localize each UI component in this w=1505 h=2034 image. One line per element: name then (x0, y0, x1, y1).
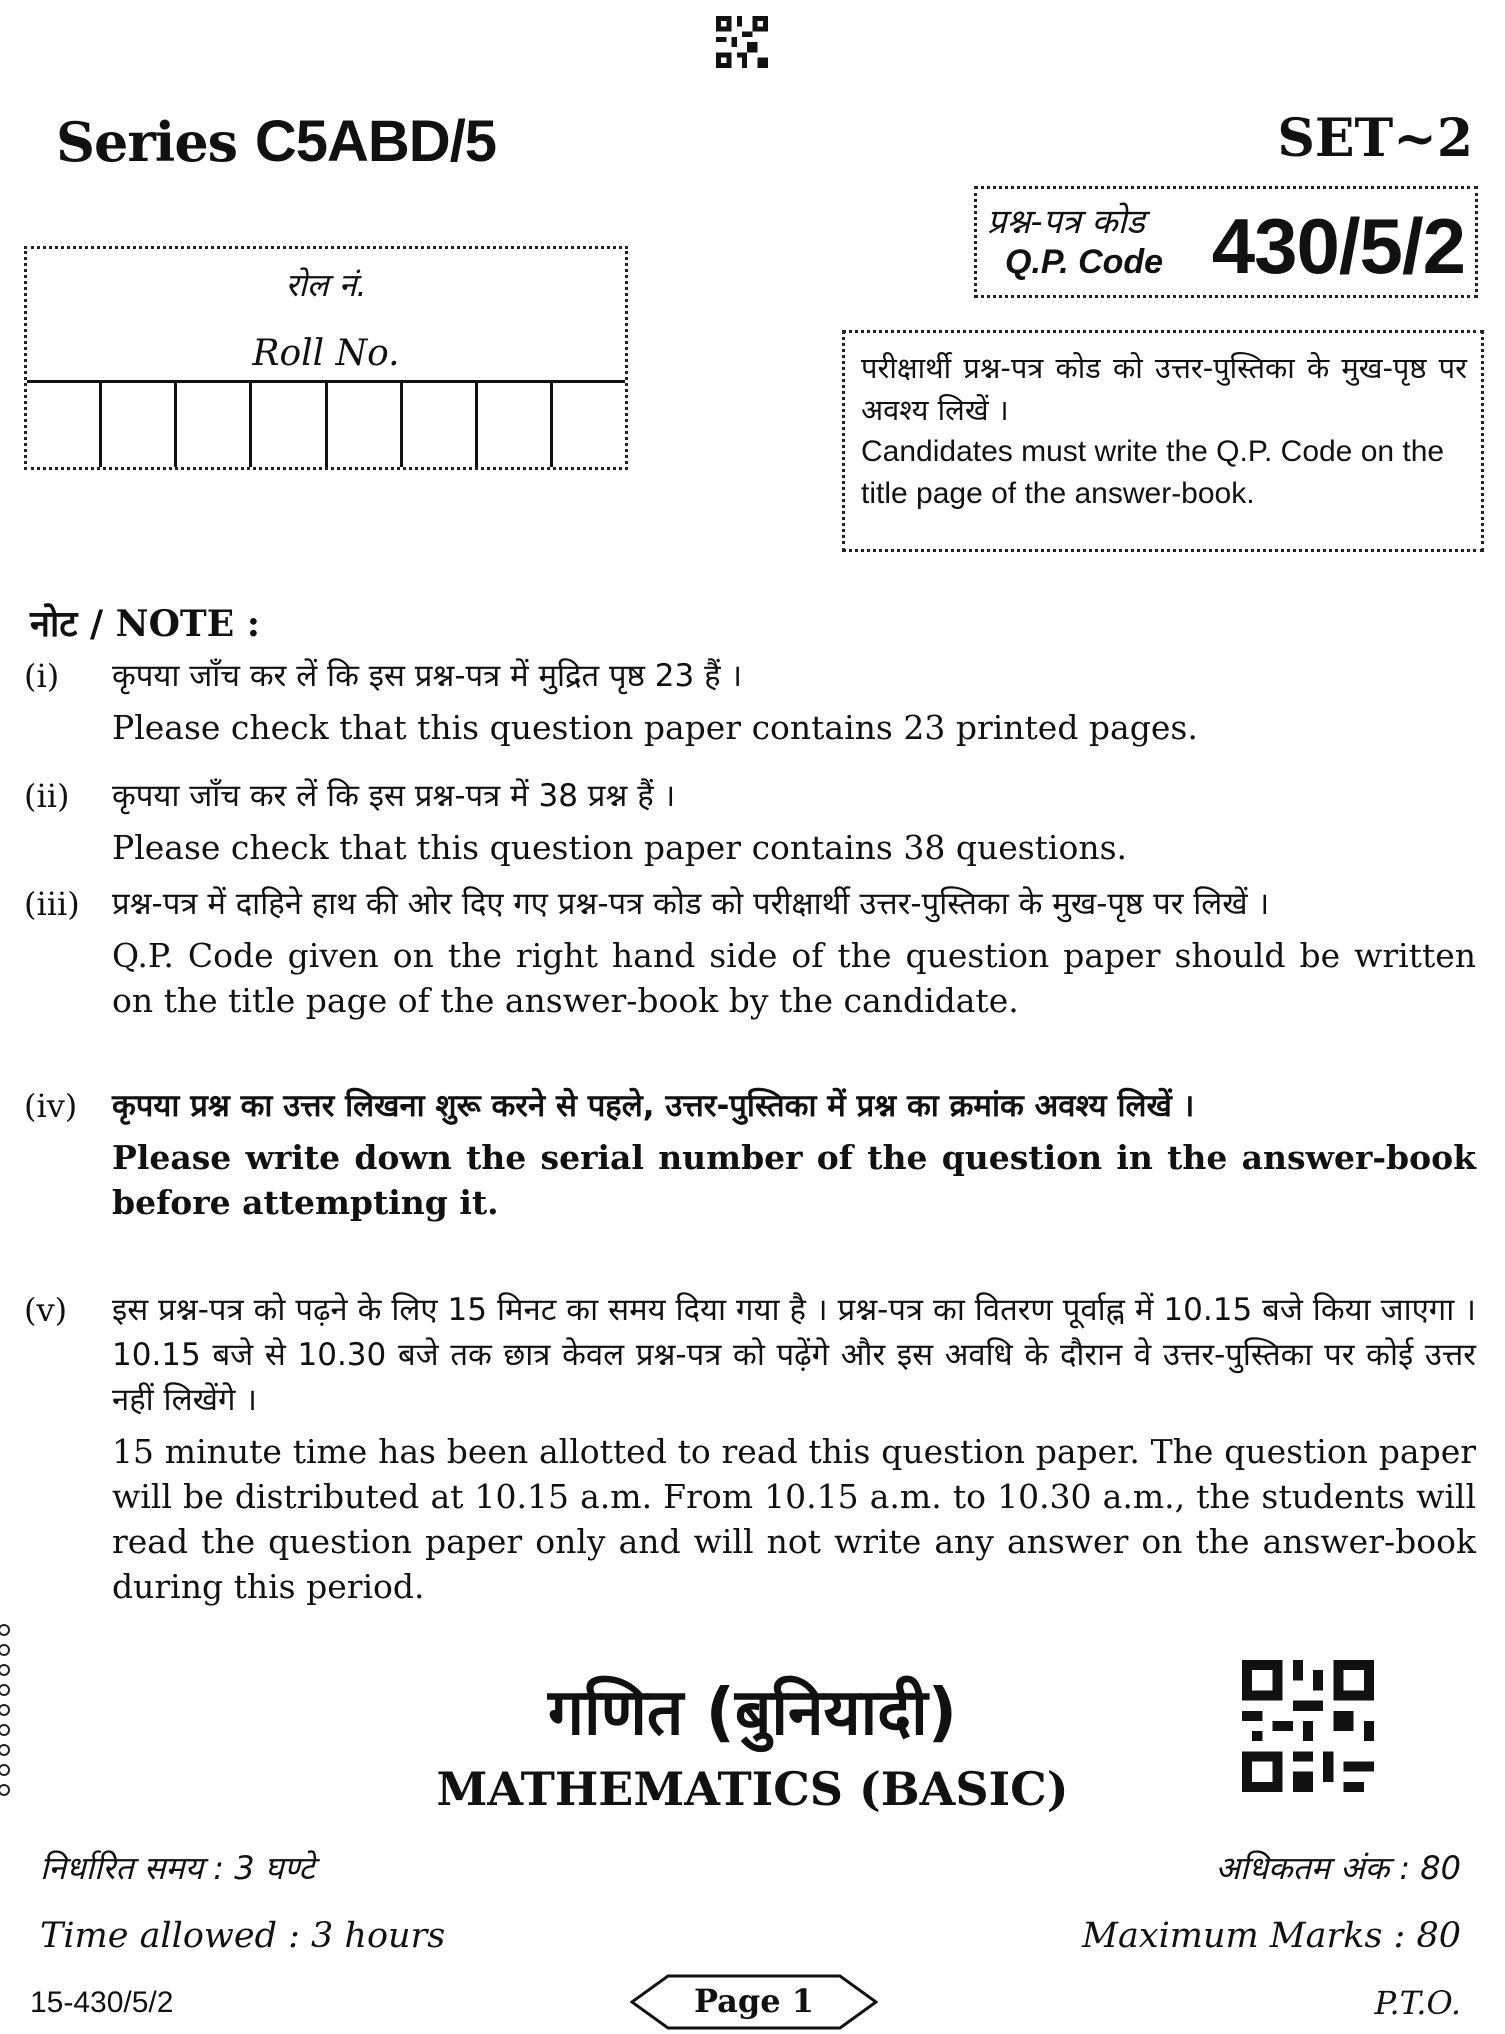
note-item (24, 1288, 1476, 1609)
bottom-qr-code-icon (1242, 1660, 1374, 1792)
roll-cell[interactable] (177, 383, 252, 467)
series-label: Series (56, 110, 238, 174)
roll-cell[interactable] (328, 383, 403, 467)
roll-cell[interactable] (102, 383, 177, 467)
page-number-badge (630, 1974, 878, 2030)
note-item-label: (iii) (24, 885, 80, 923)
roll-cell[interactable] (403, 383, 478, 467)
set-label: SET~2 (1277, 108, 1473, 169)
notice-english: Candidates must write the Q.P. Code on the title page of the answer-book. (861, 435, 1445, 510)
note-item-english: 15 minute time has been allotted to read this question paper. The question paper will be distributed at 10.15 a.m. From 10.15 a.m. to 10.30 a.m., the students will read the question paper only and will not write any answer on the answer-book during this period. (112, 1432, 1476, 1606)
qp-code-english-label: Q.P. Code (1005, 243, 1164, 281)
note-item (24, 1084, 1476, 1225)
roll-cell[interactable] (478, 383, 553, 467)
note-item-hindi: इस प्रश्न-पत्र को पढ़ने के लिए 15 मिनट का समय दिया गया है । प्रश्न-पत्र का वितरण पूर्वाह्न में 10.15 बजे किया जाएगा । 10.15 बजे से 10.30 बजे तक छात्र केवल प्रश्न-पत्र को पढ़ेंगे और इस अवधि के दौरान वे उत्तर-पुस्तिका पर कोई उत्तर नहीं लिखेंगे । (112, 1292, 1476, 1418)
note-item-label: (iv) (24, 1087, 78, 1125)
maximum-marks-hindi: अधिकतम अंक : 80 (1215, 1849, 1461, 1887)
footer-paper-code: 15-430/5/2 (30, 1986, 174, 2019)
note-item-english: Q.P. Code given on the right hand side of the question paper should be written on the title page of the answer-book by the candidate. (112, 936, 1476, 1020)
notice-hindi: परीक्षार्थी प्रश्न-पत्र कोड को उत्तर-पुस्तिका के मुख-पृष्ठ पर अवश्य लिखें । (861, 351, 1467, 427)
candidate-notice-box (842, 330, 1484, 552)
qp-code-value: 430/5/2 (1211, 202, 1465, 290)
roll-number-english: Roll No. (252, 333, 400, 374)
roll-cell[interactable] (252, 383, 327, 467)
note-item-hindi: कृपया जाँच कर लें कि इस प्रश्न-पत्र में मुद्रित पृष्ठ 23 हैं । (112, 658, 743, 694)
note-item-label: (i) (24, 657, 60, 695)
note-item-english: Please write down the serial number of the question in the answer-book before attempting it. (112, 1138, 1476, 1222)
note-item-english: Please check that this question paper contains 23 printed pages. (112, 708, 1198, 747)
note-item-english: Please check that this question paper contains 38 questions. (112, 828, 1128, 867)
subject-hindi: गणित (बुनियादी) (547, 1676, 958, 1750)
time-allowed-hindi: निर्धारित समय : 3 घण्टे (40, 1849, 315, 1887)
note-item-label: (ii) (24, 777, 70, 815)
subject-english: MATHEMATICS (BASIC) (436, 1762, 1069, 1816)
roll-cell[interactable] (553, 383, 625, 467)
roll-number-hindi: रोल नं. (285, 266, 367, 304)
qp-code-box (974, 186, 1478, 298)
note-item (24, 654, 1476, 750)
series-heading (56, 108, 496, 175)
footer-pto: P.T.O. (1374, 1984, 1461, 2022)
page-number-label: Page 1 (693, 1982, 815, 2020)
note-item (24, 882, 1476, 1023)
note-item-label: (v) (24, 1291, 68, 1329)
maximum-marks-english: Maximum Marks : 80 (1082, 1916, 1461, 1956)
note-item-hindi: प्रश्न-पत्र में दाहिने हाथ की ओर दिए गए प्रश्न-पत्र कोड को परीक्षार्थी उत्तर-पुस्तिका के मुख-पृष्ठ पर लिखें । (112, 886, 1270, 922)
series-code: C5ABD/5 (254, 109, 497, 174)
roll-number-box (24, 246, 628, 470)
top-qr-code-icon (716, 16, 768, 68)
roll-cell[interactable] (27, 383, 102, 467)
note-item (24, 774, 1476, 870)
note-heading: नोट / NOTE : (30, 603, 260, 645)
roll-number-cells (27, 380, 625, 467)
note-item-hindi: कृपया जाँच कर लें कि इस प्रश्न-पत्र में 38 प्रश्न हैं । (112, 778, 676, 814)
time-allowed-english: Time allowed : 3 hours (40, 1916, 446, 1956)
note-item-hindi: कृपया प्रश्न का उत्तर लिखना शुरू करने से पहले, उत्तर-पुस्तिका में प्रश्न का क्रमांक अवश्य लिखें । (112, 1088, 1195, 1124)
qp-code-hindi-label: प्रश्न-पत्र कोड (987, 202, 1145, 242)
